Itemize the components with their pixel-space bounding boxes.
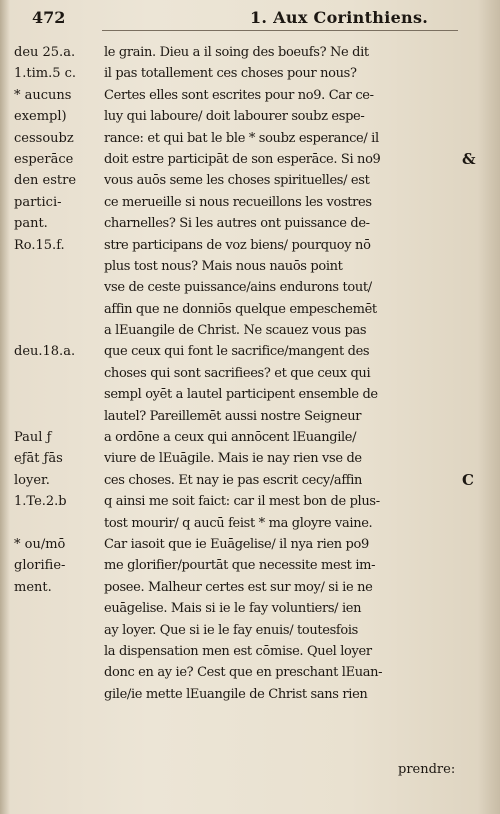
text-line: affin que ne donniōs quelque empeschemēt [104,301,377,317]
right-margin-mark [462,384,486,405]
header-rule [102,30,458,31]
right-margin-mark: & [462,149,476,168]
margin-note [14,598,104,619]
right-margin-mark [462,341,486,362]
margin-note [14,684,104,705]
margin-note [14,363,104,384]
margin-note [14,256,104,277]
margin-note [14,277,104,298]
right-margin-mark [462,128,486,149]
page-edge-shadow [0,0,10,814]
text-line: rance: et qui bat le ble * soubz esperance/ il [104,130,379,146]
margin-note: den estre [14,173,77,189]
right-margin-mark [462,106,486,127]
margin-note: pant. [14,216,48,232]
text-line: euāgelise. Mais si ie le fay voluntiers/ ien [104,601,362,617]
right-margin-marks [462,42,486,491]
right-margin-mark: C [462,470,474,489]
text-line: a ordōne a ceux qui annōcent lEuangile/ [104,430,357,446]
margin-note [14,769,104,790]
margin-note [14,299,104,320]
text-line: il pas totallement ces choses pour nous? [104,66,357,82]
text-line: luy qui laboure/ doit labourer soubz espe- [104,109,365,125]
margin-note: 1.tim.5 c. [14,66,77,82]
text-line: choses qui sont sacrifiees? et que ceux qui [104,365,371,381]
text-line: que ceux qui font le sacrifice/mangent des [104,344,370,360]
margin-notes [14,42,104,791]
text-line: Car iasoit que ie Euāgelise/ il nya rien po9 [104,536,369,552]
right-margin-mark [462,363,486,384]
text-line: viure de lEuāgile. Mais ie nay rien vse de [104,451,362,467]
margin-note: partici- [14,194,62,210]
text-line: le grain. Dieu a il soing des boeufs? Ne dit [104,45,369,60]
text-line: donc en ay ie? Cest que en preschant lEuan- [104,665,383,681]
right-margin-mark [462,299,486,320]
margin-note: Ro.15.f. [14,237,65,253]
text-line: q ainsi me soit faict: car il mest bon de plus- [104,494,380,510]
text-line: vse de ceste puissance/ains endurons tout/ [104,280,372,296]
text-line: plus tost nous? Mais nous nauōs point [104,258,343,274]
right-margin-mark [462,42,486,63]
margin-note: Paul ƒ [14,430,52,446]
body-text [104,42,460,705]
margin-note [14,620,104,641]
right-margin-mark [462,170,486,191]
margin-note [14,406,104,427]
text-line: sempl oyēt a lautel participent ensemble de [104,387,378,403]
text-line: tost mourir/ q aucū feist * ma gloyre vaine. [104,515,373,531]
text-line: posee. Malheur certes est sur moy/ si ie ne [104,579,373,595]
text-line: doit estre participāt de son esperāce. Si no9 [104,151,381,167]
right-margin-mark [462,277,486,298]
margin-note: 1.Te.2.b [14,494,67,510]
text-line: stre participans de voz biens/ pourquoy nō [104,237,371,253]
margin-note: loyer. [14,472,50,488]
text-line: Certes elles sont escrites pour no9. Car ce- [104,87,374,103]
margin-note: glorifie- [14,558,66,574]
margin-note: * ou/mō [14,536,66,552]
text-line: ce merueille si nous recueillons les vostres [104,194,372,210]
text-line: a lEuangile de Christ. Ne scauez vous pas [104,323,367,339]
right-margin-mark [462,320,486,341]
running-head: 1. Aux Corinthiens. [250,8,429,27]
right-margin-mark [462,448,486,469]
right-margin-mark [462,192,486,213]
margin-note [14,727,104,748]
margin-note [14,513,104,534]
text-line: ay loyer. Que si ie le fay enuis/ toutesfois [104,622,358,638]
text-line: gile/ie mette lEuangile de Christ sans rien [104,686,368,702]
margin-note: deu 25.a. [14,45,76,60]
text-line: charnelles? Si les autres ont puissance de- [104,216,370,232]
right-margin-mark [462,85,486,106]
right-margin-mark [462,63,486,84]
catchword: prendre: [398,762,456,777]
text-line: la dispensation men est cōmise. Quel loyer [104,643,372,659]
margin-note: eƒāt ƒās [14,451,63,467]
margin-note: exempl) [14,109,67,125]
margin-note: esperāce [14,151,74,167]
margin-note [14,705,104,726]
margin-note: ment. [14,579,52,595]
text-line: lautel? Pareillemēt aussi nostre Seigneur [104,408,362,424]
margin-note: cessoubz [14,130,74,146]
right-margin-mark [462,427,486,448]
margin-note [14,662,104,683]
right-margin-mark [462,256,486,277]
text-line: ces choses. Et nay ie pas escrit cecy/affin [104,472,363,488]
right-margin-mark [462,213,486,234]
right-margin-mark [462,235,486,256]
margin-note [14,748,104,769]
right-margin-mark [462,406,486,427]
margin-note [14,320,104,341]
text-line: vous auōs seme les choses spirituelles/ est [104,173,370,189]
margin-note [14,384,104,405]
page-header [20,6,480,32]
text-line: me glorifier/pourtāt que necessite mest im- [104,558,376,574]
margin-note: deu.18.a. [14,344,76,360]
margin-note: * aucuns [14,87,72,103]
margin-note [14,641,104,662]
page-number: 472 [32,8,66,27]
